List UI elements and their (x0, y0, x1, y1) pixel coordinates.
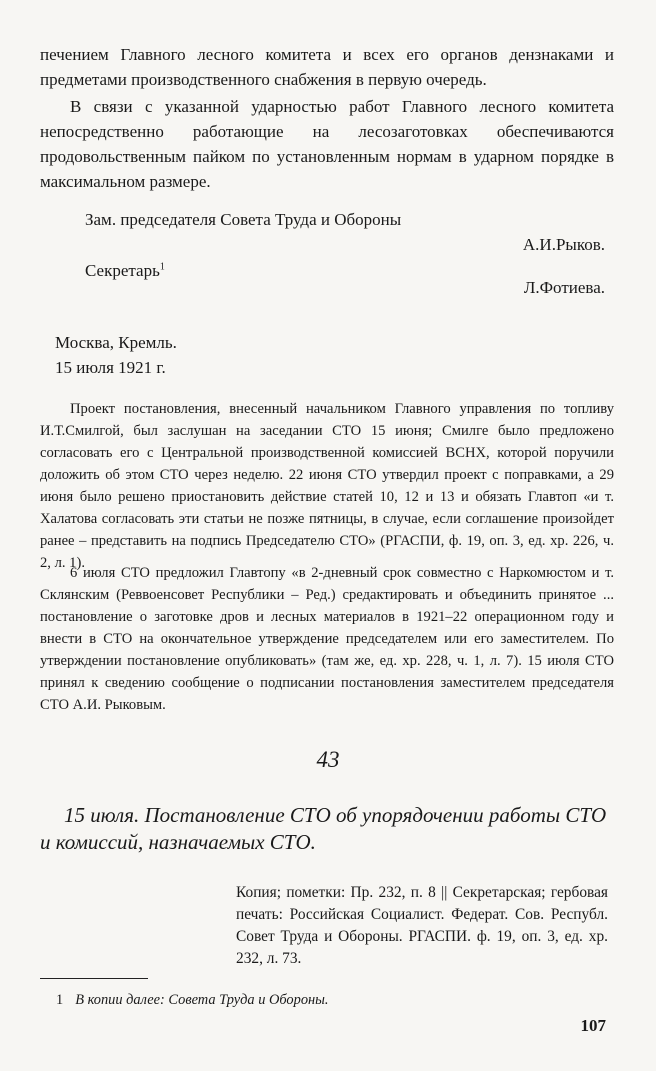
editorial-note-2: 6 июля СТО предложил Главтопу «в 2-дневный срок совместно с Наркомюстом и т. Склянским (Реввоенсовет Республики – Ред.) средактировать и объединить принятое ... постановление о заготовке дров и лесных материалов в 1921–22 операционном году и внести в СТО на окончательное утверждение председателем или его заместителем. По утверждении постановление опубликовать» (там же, ед. хр. 228, ч. 1, л. 7). 15 июля СТО принял к сведению сообщение о подписании постановления заместителем председателя СТО А.И. Рыковым. (40, 565, 614, 713)
deputy-chairman-name: А.И.Рыков. (522, 235, 605, 254)
document-number: 43 (316, 747, 340, 772)
secretary-title: Секретарь (85, 261, 160, 280)
body-paragraph-2: В связи с указанной ударностью работ Главного лесного комитета непосредственно работающие на лесозаготовках обеспечиваются продовольственным пайком по установленным нормам в ударном порядке в максимальном размере. (40, 97, 614, 191)
footnote-mark: 1 (56, 992, 64, 1008)
deputy-chairman-title: Зам. председателя Совета Труда и Обороны (85, 210, 402, 229)
editorial-note-1: Проект постановления, внесенный начальником Главного управления по топливу И.Т.Смилгой, был заслушан на заседании СТО 15 июня; Смилге было предложено согласовать его с Центральной производственной комиссией ВСНХ, которой поручили доложить об этом СТО через неделю. 22 июня СТО утвердил проект с поправками, а 29 июня было решено приостановить действие статей 10, 12 и 13 и обязать Главтоп «и т. Халатова согласовать эти статьи не позже пятницы, в случае, если соглашение произойдет ранее – представить на подпись Председателю СТО» (РГАСПИ, ф. 19, оп. 3, ед. хр. 226, ч. 2, л. 1). (40, 401, 614, 571)
footnote-divider (40, 978, 148, 979)
secretary-name: Л.Фотиева. (523, 278, 605, 297)
archival-source-note: Копия; пометки: Пр. 232, п. 8 || Секретарская; гербовая печать: Российская Социалист. Федерат. Сов. Республ. Совет Труда и Обороны. РГАСПИ. ф. 19, оп. 3, ед. хр. 232, л. 73. (236, 884, 608, 967)
footnote-reference: 1 (159, 261, 165, 273)
page-number: 107 (580, 1016, 606, 1035)
footnote (56, 990, 596, 1010)
body-paragraph-1: печением Главного лесного комитета и всех его органов дензнаками и предметами производственного снабжения в первую очередь. (40, 45, 614, 89)
signing-date: 15 июля 1921 г. (55, 358, 166, 377)
document-title: 15 июля. Постановление СТО об упорядочении работы СТО и комиссий, назначаемых СТО. (40, 803, 607, 854)
footnote-text: В копии далее: Совета Труда и Обороны. (75, 992, 329, 1008)
signing-place: Москва, Кремль. (55, 333, 177, 352)
